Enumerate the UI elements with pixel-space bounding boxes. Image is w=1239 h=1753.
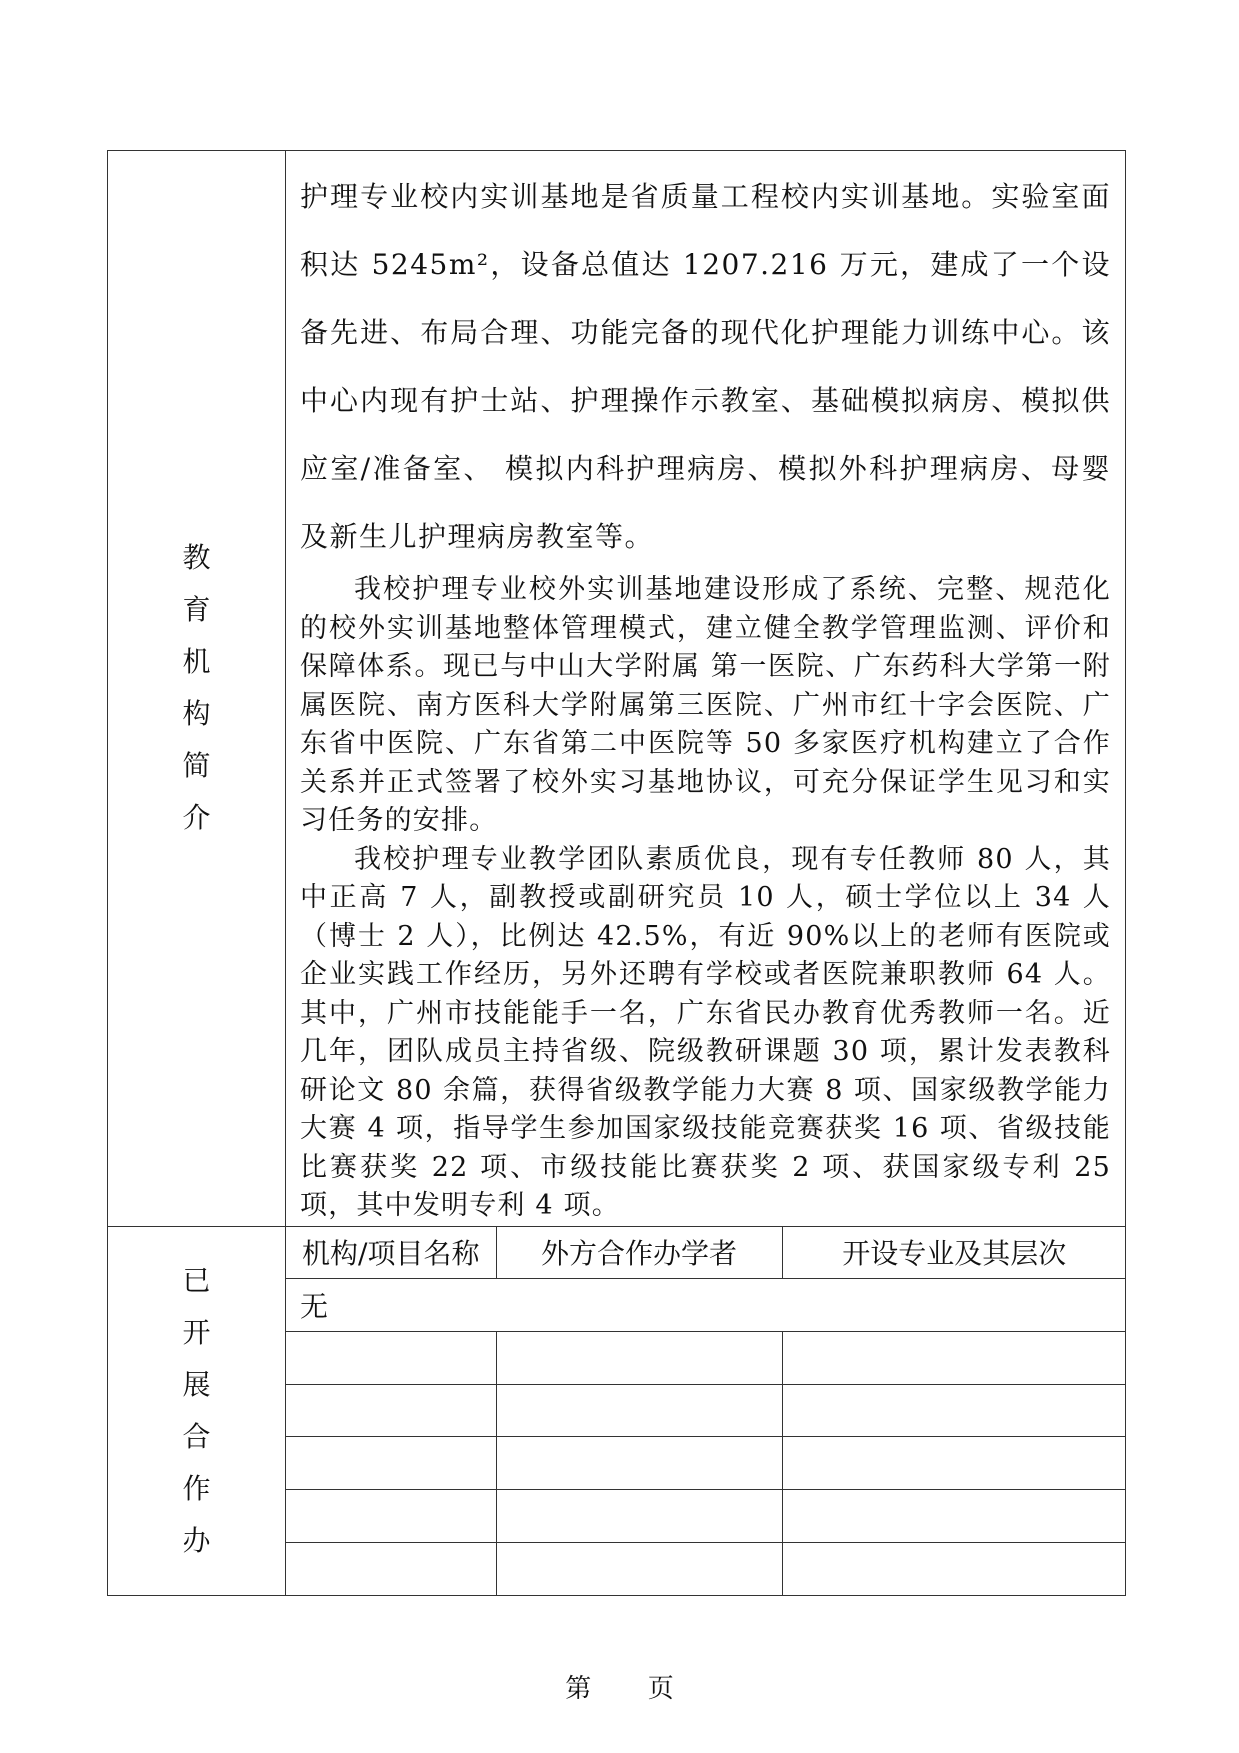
- page-number-suffix: 页: [647, 1674, 674, 1704]
- empty-cell: [782, 1331, 1126, 1384]
- page-number-prefix: 第: [565, 1674, 592, 1704]
- intro-paragraph-3: 我校护理专业教学团队素质优良，现有专任教师 80 人，其中正高 7 人，副教授或副研究员 10 人，硕士学位以上 34 人（博士 2 人），比例达 42.5%，有近 90%以上的老师有医院或企业实践工作经历，另外还聘有学校或者医院兼职教师 64 人。其中，广州市技能能手一名，广东省民办教育优秀教师一名。近几年，团队成员主持省级、院级教研课题 30 项，累计发表教科研论文 80 余篇，获得省级教学能力大赛 8 项、国家级教学能力大赛 4 项，指导学生参加国家级技能竞赛获奖 16 项、省级技能比赛获奖 22 项、市级技能比赛获奖 2 项、获国家级专利 25 项，其中发明专利 4 项。: [300, 843, 1111, 1221]
- empty-cell: [782, 1490, 1126, 1543]
- institution-intro-content-cell: [286, 151, 1126, 1227]
- cooperation-table: [286, 1227, 1126, 1595]
- application-form-table: [107, 150, 1126, 1596]
- cooperation-row: [108, 1226, 1126, 1595]
- institution-intro-label: 教育机构简介: [182, 541, 211, 835]
- none-entry: 无: [286, 1279, 1126, 1332]
- empty-cell: [782, 1542, 1126, 1594]
- empty-cell: [782, 1384, 1126, 1437]
- empty-cell: [286, 1331, 496, 1384]
- intro-paragraph-1: 护理专业校内实训基地是省质量工程校内实训基地。实验室面积达 5245m²，设备总值达 1207.216 万元，建成了一个设备先进、布局合理、功能完备的现代化护理能力训练中心。该中心内现有护士站、护理操作示教室、基础模拟病房、模拟供应室/准备室、 模拟内科护理病房、模拟外科护理病房、母婴及新生儿护理病房教室等。: [300, 180, 1111, 553]
- cooperation-label-cell: [108, 1226, 286, 1595]
- cooperation-label: 已开展合作办: [182, 1263, 211, 1557]
- table-row: [286, 1490, 1126, 1543]
- page-footer: [0, 1668, 1239, 1705]
- empty-cell: [286, 1437, 496, 1490]
- column-header-institution: 机构/项目名称: [286, 1227, 496, 1279]
- intro-paragraph-2: 我校护理专业校外实训基地建设形成了系统、完整、规范化的校外实训基地整体管理模式，建立健全教学管理监测、评价和保障体系。现已与中山大学附属 第一医院、广东药科大学第一附属医院、南方医科大学附属第三医院、广州市红十字会医院、广东省中医院、广东省第二中医院等 50 多家医疗机构建立了合作关系并正式签署了校外实习基地协议，可充分保证学生见习和实习任务的安排。: [300, 574, 1111, 836]
- table-row: [286, 1437, 1126, 1490]
- institution-intro-label-cell: [108, 151, 286, 1227]
- table-row: [286, 1331, 1126, 1384]
- empty-cell: [496, 1437, 782, 1490]
- table-row: [286, 1279, 1126, 1332]
- empty-cell: [496, 1490, 782, 1543]
- column-header-major-level: 开设专业及其层次: [782, 1227, 1126, 1279]
- institution-intro-text: [286, 151, 1125, 1226]
- empty-cell: [496, 1542, 782, 1594]
- empty-cell: [286, 1542, 496, 1594]
- empty-cell: [286, 1384, 496, 1437]
- institution-intro-row: [108, 151, 1126, 1227]
- table-row: [286, 1542, 1126, 1594]
- cooperation-header-row: [286, 1227, 1126, 1279]
- empty-cell: [782, 1437, 1126, 1490]
- empty-cell: [286, 1490, 496, 1543]
- empty-cell: [496, 1331, 782, 1384]
- empty-cell: [496, 1384, 782, 1437]
- column-header-foreign-partner: 外方合作办学者: [496, 1227, 782, 1279]
- table-row: [286, 1384, 1126, 1437]
- cooperation-content-cell: [286, 1226, 1126, 1595]
